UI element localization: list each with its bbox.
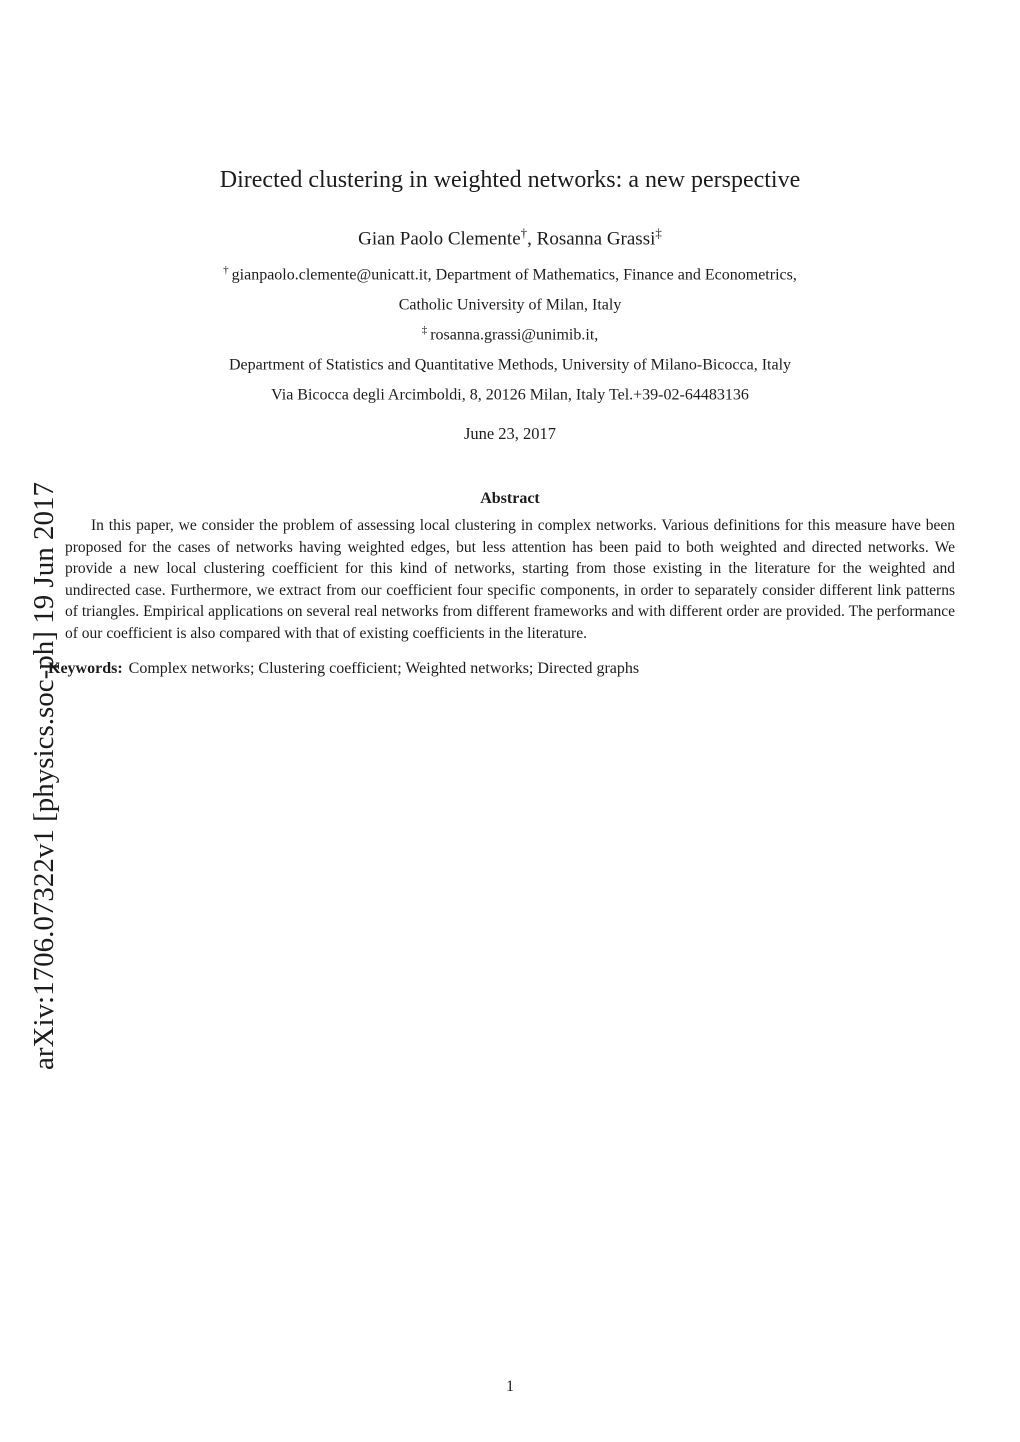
affiliation-line — [48, 258, 972, 288]
author-2-name: Rosanna Grassi — [536, 228, 656, 250]
affiliation-mark-dagger: † — [223, 264, 229, 277]
affiliation-line — [48, 288, 972, 318]
paper-date: June 23, 2017 — [463, 424, 557, 444]
paper-title: Directed clustering in weighted networks: a new perspective — [219, 167, 801, 193]
affiliation-line — [48, 378, 972, 408]
author-separator: , — [527, 228, 537, 250]
paper-content — [48, 0, 972, 680]
keywords-line — [48, 658, 972, 680]
author-1-affiliation-mark: † — [520, 225, 528, 240]
affiliation-line — [48, 318, 972, 348]
affiliation-line — [48, 348, 972, 378]
arxiv-watermark: arXiv:1706.07322v1 [physics.soc-ph] 19 Jun 2017 — [28, 482, 60, 1071]
affiliation-text: Catholic University of Milan, Italy — [398, 296, 622, 314]
authors-line — [48, 220, 972, 252]
keywords-text: Complex networks; Clustering coefficient; Weighted networks; Directed graphs — [128, 660, 640, 678]
affiliations-block — [48, 258, 972, 407]
abstract-heading: Abstract — [480, 490, 540, 508]
affiliation-text: Department of Statistics and Quantitative Methods, University of Milano-Bicocca, Italy — [228, 356, 792, 374]
abstract-text: In this paper, we consider the problem of assessing local clustering in complex networks. Various definitions for this measure have been proposed for the cases of networks having weighted edges, but less attention has been paid to both weighted and directed networks. We provide a new local clustering coefficient for this kind of networks, starting from those existing in the literature for the weighted and undirected case. Furthermore, we extract from our coefficient four specific components, in order to separately consider different link patterns of triangles. Empirical applications on several real networks from different frameworks and with different order are provided. The performance of our coefficient is also compared with that of existing coefficients in the literature. — [65, 517, 955, 642]
page-number: 1 — [506, 1378, 514, 1395]
author-1-name: Gian Paolo Clemente — [358, 228, 521, 250]
affiliation-mark-double-dagger: ‡ — [421, 323, 428, 336]
author-2-affiliation-mark: ‡ — [655, 225, 662, 240]
keywords-label: Keywords: — [48, 660, 123, 678]
affiliation-text: Via Bicocca degli Arcimboldi, 8, 20126 Milan, Italy Tel.+39-02-64483136 — [271, 385, 749, 403]
affiliation-text: gianpaolo.clemente@unicatt.it, Department of Mathematics, Finance and Econometrics, — [231, 266, 797, 284]
affiliation-text: rosanna.grassi@unimib.it, — [430, 326, 599, 344]
